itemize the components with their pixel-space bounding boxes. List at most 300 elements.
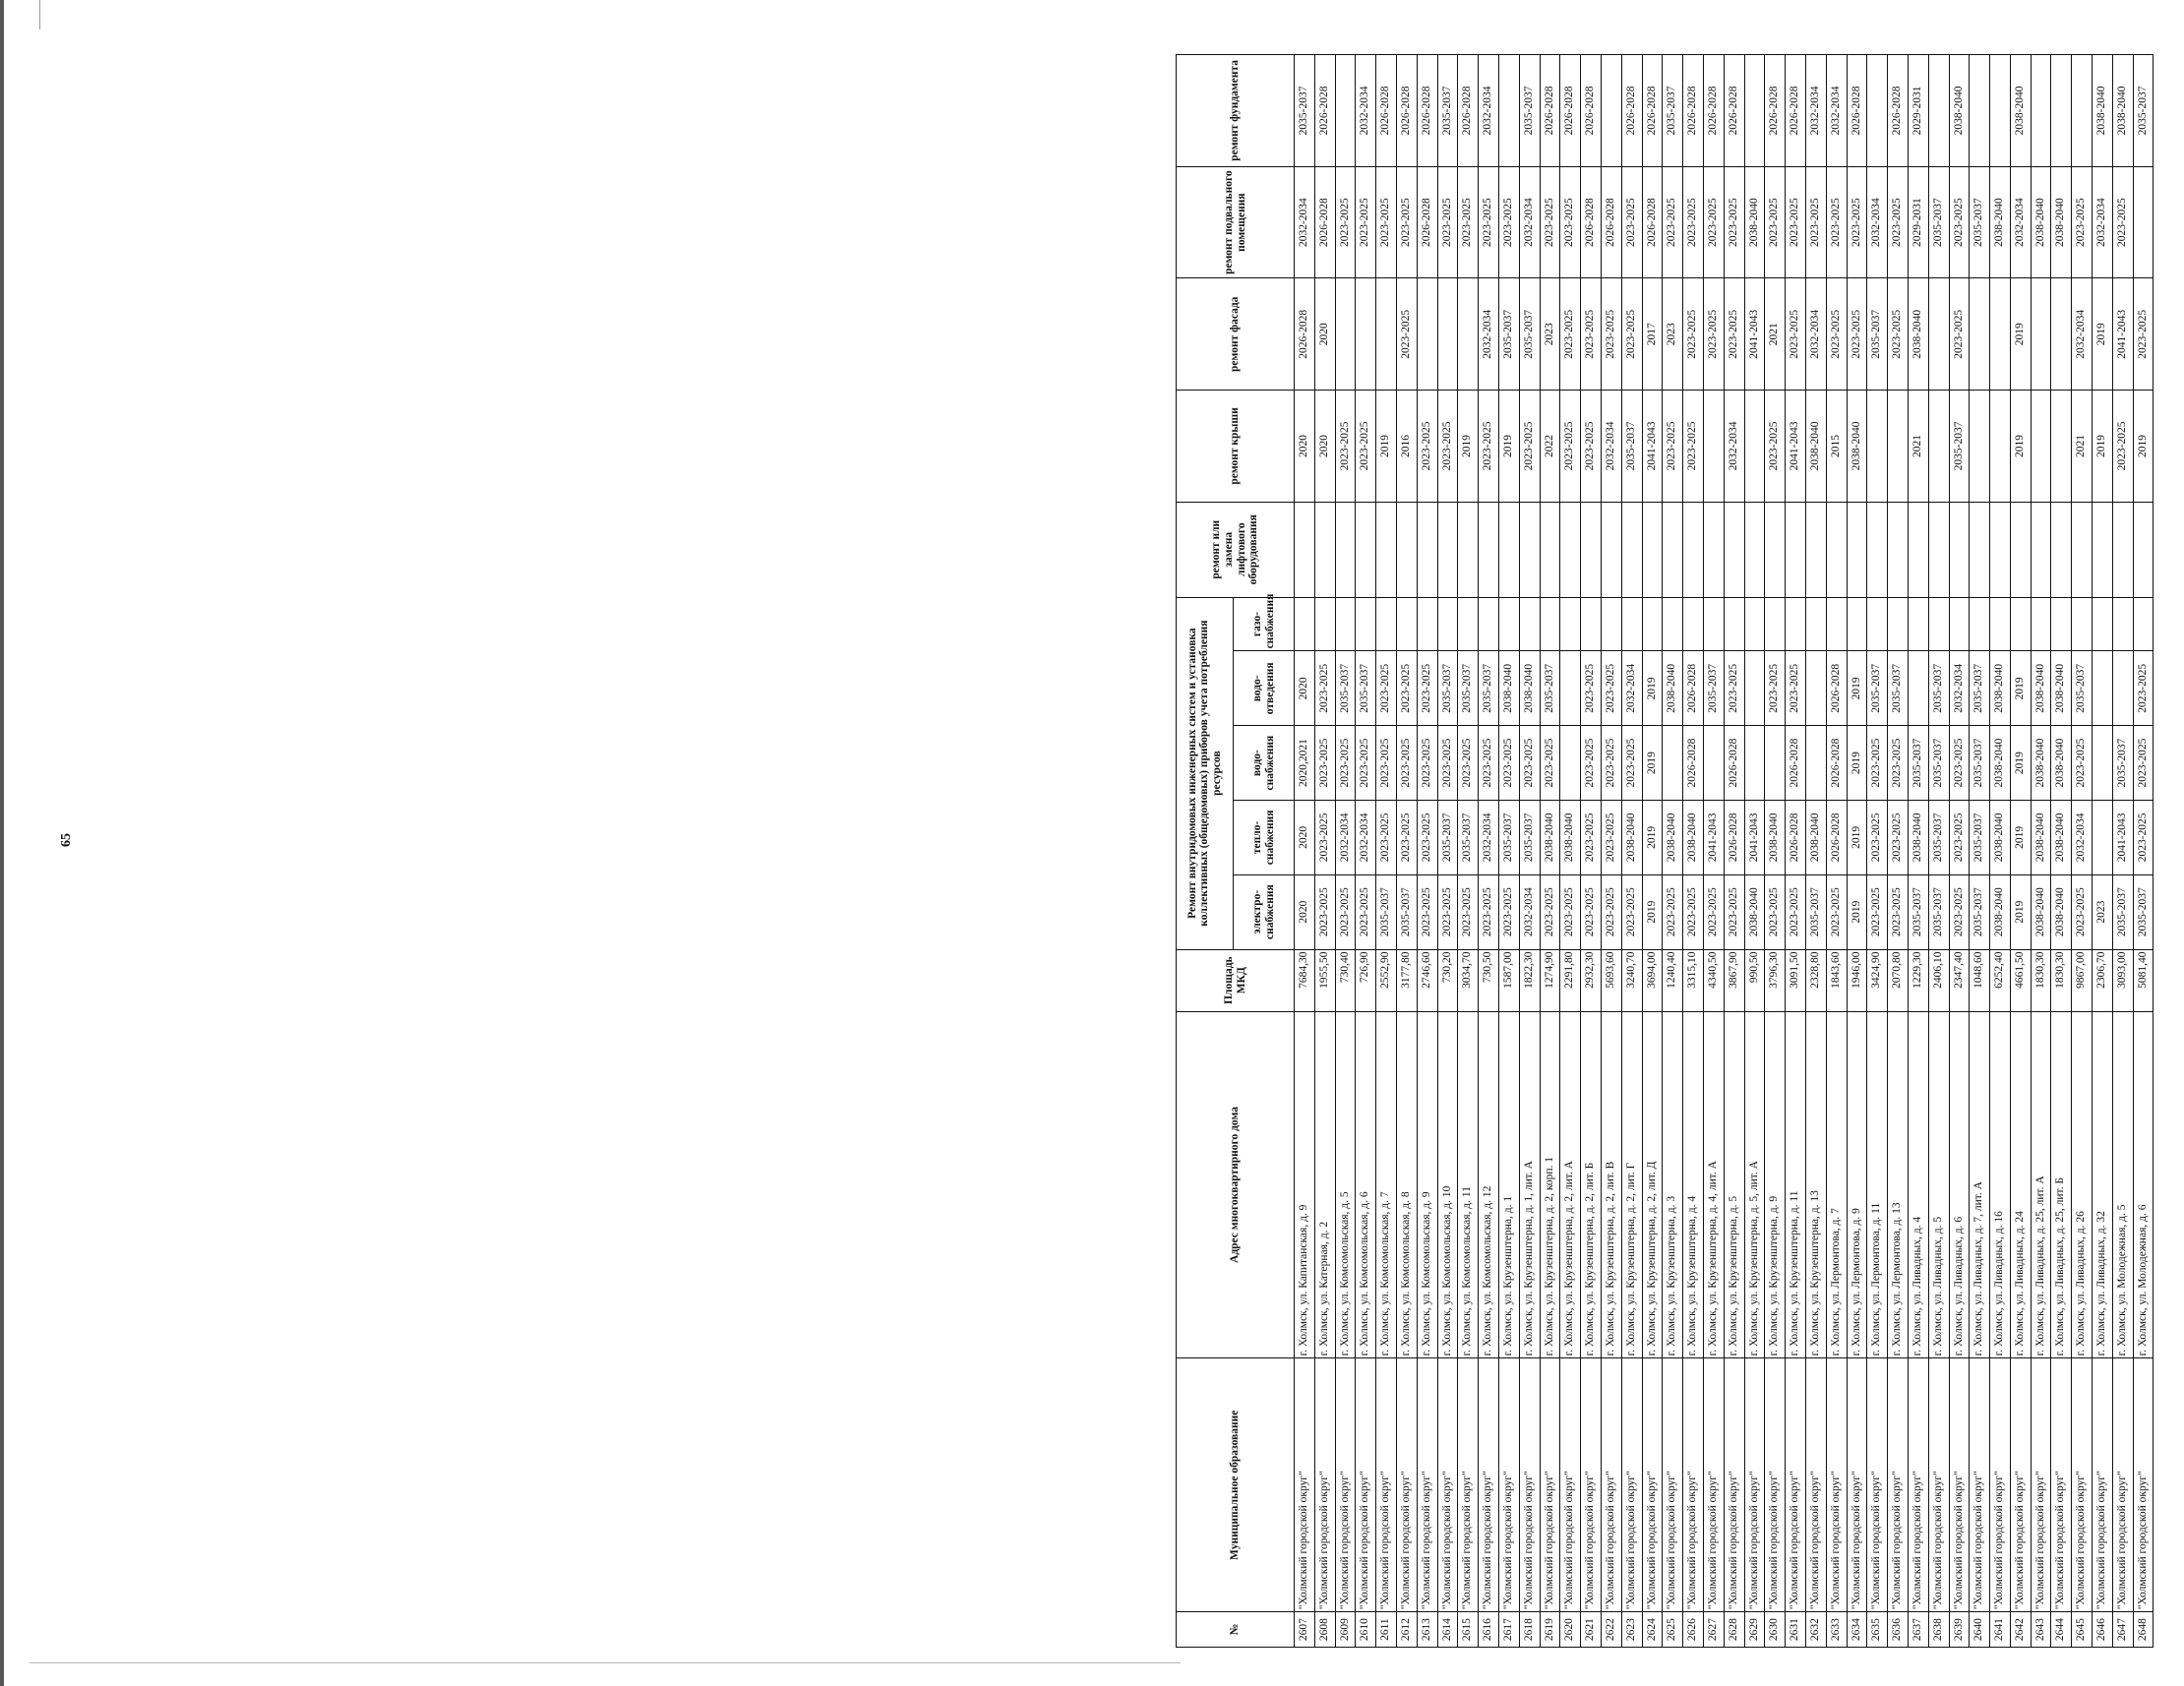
row-foundation: 2032-2034 (1356, 55, 1376, 167)
table-row (1970, 55, 1990, 1648)
table-row (2031, 55, 2051, 1648)
row-basement: 2026-2028 (1642, 166, 1663, 278)
row-electro: 2020 (1295, 874, 1315, 949)
row-roof: 2016 (1396, 391, 1417, 503)
row-drain (1908, 651, 1928, 726)
table-body (1295, 55, 2154, 1648)
row-roof: 2041-2043 (1642, 391, 1663, 503)
table-row (1581, 55, 1602, 1648)
row-facade: 2035-2037 (1498, 278, 1519, 391)
row-electro: 2023 (2093, 874, 2113, 949)
row-gas (1683, 597, 1704, 651)
row-water: 2023-2025 (1356, 726, 1376, 801)
row-area: 4661,50 (2010, 949, 2031, 1011)
row-area: 3093,00 (2112, 949, 2133, 1011)
row-municipality: "Холмский городской округ" (1601, 1358, 1621, 1612)
row-gas (1396, 597, 1417, 651)
row-area: 726,90 (1356, 949, 1376, 1011)
row-foundation: 2026-2028 (1888, 55, 1909, 167)
row-area: 2406,10 (1928, 949, 1949, 1011)
row-municipality: "Холмский городской округ" (1376, 1358, 1397, 1612)
row-number: 2633 (1826, 1612, 1847, 1648)
row-municipality: "Холмский городской округ" (1847, 1358, 1867, 1612)
row-foundation (1867, 55, 1888, 167)
row-water: 2038-2040 (2051, 726, 2072, 801)
row-basement: 2026-2028 (1314, 166, 1335, 278)
table-row (1847, 55, 1867, 1648)
row-gas (1376, 597, 1397, 651)
row-area: 2347,40 (1949, 949, 1970, 1011)
row-heat: 2023-2025 (1867, 800, 1888, 874)
row-foundation: 2038-2040 (1949, 55, 1970, 167)
header-water: водо-снабжения (1234, 726, 1295, 801)
row-number: 2623 (1621, 1612, 1642, 1648)
row-roof: 2019 (1498, 391, 1519, 503)
row-address: г. Холмск, ул. Крузенштерна, д. 13 (1805, 1011, 1826, 1358)
row-drain: 2035-2037 (1703, 651, 1724, 726)
row-area: 3177,80 (1396, 949, 1417, 1011)
row-municipality: "Холмский городской округ" (1908, 1358, 1928, 1612)
row-municipality: "Холмский городской округ" (1498, 1358, 1519, 1612)
row-heat: 2020 (1295, 800, 1315, 874)
row-facade (2031, 278, 2051, 391)
row-electro: 2035-2037 (2133, 874, 2154, 949)
row-water: 2023-2025 (1867, 726, 1888, 801)
header-heat: тепло-снабжения (1234, 800, 1295, 874)
row-number: 2640 (1970, 1612, 1990, 1648)
row-electro: 2035-2037 (1970, 874, 1990, 949)
row-facade: 2023-2025 (1621, 278, 1642, 391)
row-gas (2072, 597, 2093, 651)
row-municipality: "Холмский городской округ" (1295, 1358, 1315, 1612)
row-gas (1908, 597, 1928, 651)
table-row (1703, 55, 1724, 1648)
row-municipality: "Холмский городской округ" (1417, 1358, 1437, 1612)
row-basement: 2023-2025 (1540, 166, 1560, 278)
row-area: 3315,10 (1683, 949, 1704, 1011)
row-foundation: 2035-2037 (1437, 55, 1458, 167)
row-drain: 2023-2025 (1581, 651, 1602, 726)
table-row (2051, 55, 2072, 1648)
row-facade: 2023-2025 (1703, 278, 1724, 391)
row-basement: 2032-2034 (2010, 166, 2031, 278)
row-facade: 2023-2025 (1396, 278, 1417, 391)
row-number: 2643 (2031, 1612, 2051, 1648)
row-heat: 2038-2040 (1560, 800, 1581, 874)
row-roof: 2038-2040 (1805, 391, 1826, 503)
row-water: 2026-2028 (1826, 726, 1847, 801)
row-electro: 2032-2034 (1519, 874, 1540, 949)
row-municipality: "Холмский городской округ" (1683, 1358, 1704, 1612)
row-electro: 2035-2037 (1396, 874, 1417, 949)
row-gas (1928, 597, 1949, 651)
row-roof (1970, 391, 1990, 503)
row-gas (1601, 597, 1621, 651)
row-drain: 2023-2025 (1786, 651, 1806, 726)
row-basement: 2023-2025 (1560, 166, 1581, 278)
row-foundation: 2026-2028 (1621, 55, 1642, 167)
row-facade: 2032-2034 (1805, 278, 1826, 391)
row-foundation (1928, 55, 1949, 167)
row-roof: 2023-2025 (1437, 391, 1458, 503)
row-address: г. Холмск, ул. Ливадных, д. 25, лит. Б (2051, 1011, 2072, 1358)
row-drain: 2023-2025 (1601, 651, 1621, 726)
row-municipality: "Холмский городской округ" (1519, 1358, 1540, 1612)
row-area: 1830,30 (2031, 949, 2051, 1011)
row-roof: 2023-2025 (1581, 391, 1602, 503)
row-lift (1581, 502, 1602, 597)
row-foundation: 2026-2028 (1642, 55, 1663, 167)
header-gas: газо-снабжения (1234, 597, 1295, 651)
row-address: г. Холмск, ул. Крузенштерна, д. 2, лит. А (1560, 1011, 1581, 1358)
row-heat: 2038-2040 (1683, 800, 1704, 874)
rotated-table-container (1176, 54, 2184, 1648)
row-municipality: "Холмский городской округ" (1314, 1358, 1335, 1612)
row-gas (1990, 597, 2011, 651)
table-row (1724, 55, 1744, 1648)
row-basement: 2023-2025 (1826, 166, 1847, 278)
row-gas (2051, 597, 2072, 651)
row-electro: 2019 (1642, 874, 1663, 949)
row-number: 2642 (2010, 1612, 2031, 1648)
row-gas (2010, 597, 2031, 651)
row-municipality: "Холмский городской округ" (1888, 1358, 1909, 1612)
row-water: 2023-2025 (1437, 726, 1458, 801)
row-roof: 2022 (1540, 391, 1560, 503)
row-water: 2023-2025 (1335, 726, 1356, 801)
row-basement: 2023-2025 (1683, 166, 1704, 278)
row-address: г. Холмск, ул. Ливадных, д. 16 (1990, 1011, 2011, 1358)
row-address: г. Холмск, ул. Крузенштерна, д. 2, корп. 1 (1540, 1011, 1560, 1358)
row-foundation: 2026-2028 (1540, 55, 1560, 167)
row-foundation: 2035-2037 (1295, 55, 1315, 167)
row-municipality: "Холмский городской округ" (1621, 1358, 1642, 1612)
row-electro: 2023-2025 (1458, 874, 1479, 949)
row-roof: 2020 (1295, 391, 1315, 503)
row-lift (1888, 502, 1909, 597)
row-number: 2637 (1908, 1612, 1928, 1648)
row-foundation: 2026-2028 (1417, 55, 1437, 167)
row-heat: 2023-2025 (1949, 800, 1970, 874)
row-municipality: "Холмский городской округ" (1724, 1358, 1744, 1612)
row-drain: 2035-2037 (1540, 651, 1560, 726)
row-address: г. Холмск, ул. Крузенштерна, д. 2, лит. Г (1621, 1011, 1642, 1358)
table-row (1458, 55, 1479, 1648)
row-number: 2614 (1437, 1612, 1458, 1648)
row-number: 2609 (1335, 1612, 1356, 1648)
table-row (1786, 55, 1806, 1648)
row-gas (1356, 597, 1376, 651)
row-heat: 2035-2037 (1928, 800, 1949, 874)
row-gas (1663, 597, 1683, 651)
row-electro: 2023-2025 (1356, 874, 1376, 949)
row-electro: 2038-2040 (1990, 874, 2011, 949)
row-gas (1826, 597, 1847, 651)
row-drain: 2035-2037 (1335, 651, 1356, 726)
row-lift (1663, 502, 1683, 597)
row-roof: 2035-2037 (1621, 391, 1642, 503)
row-foundation: 2038-2040 (2093, 55, 2113, 167)
row-electro: 2023-2025 (1437, 874, 1458, 949)
row-facade: 2035-2037 (1519, 278, 1540, 391)
row-lift (1560, 502, 1581, 597)
table-row (1295, 55, 1315, 1648)
row-drain: 2023-2025 (1314, 651, 1335, 726)
row-facade: 2017 (1642, 278, 1663, 391)
row-area: 3091,50 (1786, 949, 1806, 1011)
row-area: 1587,00 (1498, 949, 1519, 1011)
row-address: г. Холмск, ул. Катерная, д. 2 (1314, 1011, 1335, 1358)
row-drain: 2035-2037 (1970, 651, 1990, 726)
scan-bottom-line (30, 1662, 1181, 1663)
row-address: г. Холмск, ул. Крузенштерна, д. 5, лит. А (1744, 1011, 1765, 1358)
row-foundation: 2026-2028 (1683, 55, 1704, 167)
row-lift (1356, 502, 1376, 597)
row-roof: 2038-2040 (1847, 391, 1867, 503)
row-heat: 2019 (1847, 800, 1867, 874)
row-foundation (1601, 55, 1621, 167)
row-area: 1048,60 (1970, 949, 1990, 1011)
row-water: 2023-2025 (1540, 726, 1560, 801)
row-facade: 2041-2043 (2112, 278, 2133, 391)
row-facade: 2023-2025 (1724, 278, 1744, 391)
row-gas (1847, 597, 1867, 651)
row-foundation: 2032-2034 (1826, 55, 1847, 167)
row-address: г. Холмск, ул. Комсомольская, д. 10 (1437, 1011, 1458, 1358)
row-heat: 2041-2043 (1703, 800, 1724, 874)
row-foundation: 2032-2034 (1479, 55, 1499, 167)
row-gas (1621, 597, 1642, 651)
row-water: 2023-2025 (1888, 726, 1909, 801)
row-heat: 2038-2040 (1765, 800, 1786, 874)
row-heat: 2023-2025 (1417, 800, 1437, 874)
row-water (1744, 726, 1765, 801)
row-water: 2035-2037 (1928, 726, 1949, 801)
row-municipality: "Холмский городской округ" (2072, 1358, 2093, 1612)
row-basement: 2026-2028 (1581, 166, 1602, 278)
row-number: 2645 (2072, 1612, 2093, 1648)
row-drain: 2038-2040 (1990, 651, 2011, 726)
row-area: 1946,00 (1847, 949, 1867, 1011)
row-gas (1335, 597, 1356, 651)
row-basement: 2035-2037 (1928, 166, 1949, 278)
row-number: 2641 (1990, 1612, 2011, 1648)
row-basement: 2023-2025 (1703, 166, 1724, 278)
row-drain (2112, 651, 2133, 726)
row-drain: 2038-2040 (1498, 651, 1519, 726)
row-facade: 2023-2025 (1601, 278, 1621, 391)
table-row (1663, 55, 1683, 1648)
row-electro: 2035-2037 (1805, 874, 1826, 949)
row-heat: 2035-2037 (1498, 800, 1519, 874)
row-foundation: 2026-2028 (1458, 55, 1479, 167)
row-lift (1744, 502, 1765, 597)
row-number: 2636 (1888, 1612, 1909, 1648)
row-lift (1683, 502, 1704, 597)
header-num: № (1177, 1612, 1295, 1648)
row-lift (1335, 502, 1356, 597)
row-area: 730,40 (1335, 949, 1356, 1011)
row-roof: 2019 (2133, 391, 2154, 503)
row-number: 2607 (1295, 1612, 1315, 1648)
row-municipality: "Холмский городской округ" (1928, 1358, 1949, 1612)
row-foundation: 2026-2028 (1724, 55, 1744, 167)
row-lift (1970, 502, 1990, 597)
row-number: 2638 (1928, 1612, 1949, 1648)
header-area: Площадь МКД (1177, 949, 1295, 1011)
row-drain (2093, 651, 2113, 726)
row-address: г. Холмск, ул. Комсомольская, д. 12 (1479, 1011, 1499, 1358)
table-row (1826, 55, 1847, 1648)
table-row (1765, 55, 1786, 1648)
row-foundation (2072, 55, 2093, 167)
row-area: 3867,90 (1724, 949, 1744, 1011)
row-basement (2133, 166, 2154, 278)
table-row (1498, 55, 1519, 1648)
row-municipality: "Холмский городской округ" (1540, 1358, 1560, 1612)
row-electro: 2035-2037 (1376, 874, 1397, 949)
row-basement: 2023-2025 (1458, 166, 1479, 278)
row-address: г. Холмск, ул. Комсомольская, д. 6 (1356, 1011, 1376, 1358)
row-gas (1581, 597, 1602, 651)
row-number: 2621 (1581, 1612, 1602, 1648)
row-number: 2616 (1479, 1612, 1499, 1648)
row-lift (1314, 502, 1335, 597)
row-heat: 2038-2040 (1805, 800, 1826, 874)
row-foundation (1498, 55, 1519, 167)
row-electro: 2023-2025 (1949, 874, 1970, 949)
row-foundation (1744, 55, 1765, 167)
row-lift (1765, 502, 1786, 597)
row-electro: 2038-2040 (2051, 874, 2072, 949)
row-drain: 2019 (1642, 651, 1663, 726)
table-row (1396, 55, 1417, 1648)
row-electro: 2019 (2010, 874, 2031, 949)
row-gas (1765, 597, 1786, 651)
row-area: 1830,30 (2051, 949, 2072, 1011)
row-roof (1888, 391, 1909, 503)
row-gas (1744, 597, 1765, 651)
row-facade (2051, 278, 2072, 391)
row-address: г. Холмск, ул. Крузенштерна, д. 1 (1498, 1011, 1519, 1358)
row-gas (1703, 597, 1724, 651)
row-heat: 2038-2040 (2051, 800, 2072, 874)
row-heat: 2035-2037 (1458, 800, 1479, 874)
row-water: 2035-2037 (1970, 726, 1990, 801)
row-gas (1724, 597, 1744, 651)
row-area: 2328,80 (1805, 949, 1826, 1011)
table-row (1479, 55, 1499, 1648)
table-row (1601, 55, 1621, 1648)
row-number: 2627 (1703, 1612, 1724, 1648)
row-electro: 2023-2025 (1581, 874, 1602, 949)
row-facade: 2023-2025 (1949, 278, 1970, 391)
repair-schedule-table (1176, 54, 2154, 1648)
row-facade: 2032-2034 (1479, 278, 1499, 391)
row-gas (2031, 597, 2051, 651)
page-number: 65 (59, 833, 74, 847)
row-address: г. Холмск, ул. Лермонтова, д. 13 (1888, 1011, 1909, 1358)
row-roof (1990, 391, 2011, 503)
row-number: 2611 (1376, 1612, 1397, 1648)
row-lift (2010, 502, 2031, 597)
row-basement: 2023-2025 (2072, 166, 2093, 278)
row-lift (1417, 502, 1437, 597)
row-basement: 2035-2037 (1970, 166, 1990, 278)
row-basement: 2023-2025 (1786, 166, 1806, 278)
table-row (1376, 55, 1397, 1648)
row-number: 2622 (1601, 1612, 1621, 1648)
row-roof (2051, 391, 2072, 503)
row-water: 2038-2040 (1990, 726, 2011, 801)
row-number: 2635 (1867, 1612, 1888, 1648)
row-drain: 2032-2034 (1621, 651, 1642, 726)
row-gas (1642, 597, 1663, 651)
row-lift (1826, 502, 1847, 597)
row-heat: 2035-2037 (1437, 800, 1458, 874)
row-heat: 2041-2043 (2112, 800, 2133, 874)
row-drain: 2035-2037 (1437, 651, 1458, 726)
row-address: г. Холмск, ул. Ливадных, д. 5 (1928, 1011, 1949, 1358)
row-roof: 2021 (1908, 391, 1928, 503)
row-gas (1540, 597, 1560, 651)
row-basement: 2023-2025 (1724, 166, 1744, 278)
row-drain: 2038-2040 (2051, 651, 2072, 726)
row-roof: 2023-2025 (1765, 391, 1786, 503)
row-number: 2615 (1458, 1612, 1479, 1648)
row-number: 2630 (1765, 1612, 1786, 1648)
row-heat (2093, 800, 2113, 874)
row-basement: 2032-2034 (1519, 166, 1540, 278)
row-water: 2019 (2010, 726, 2031, 801)
row-address: г. Холмск, ул. Молодежная, д. 5 (2112, 1011, 2133, 1358)
row-water: 2019 (1847, 726, 1867, 801)
row-water (1805, 726, 1826, 801)
row-municipality: "Холмский городской округ" (1335, 1358, 1356, 1612)
row-electro: 2023-2025 (1621, 874, 1642, 949)
row-roof: 2023-2025 (1417, 391, 1437, 503)
row-municipality: "Холмский городской округ" (1765, 1358, 1786, 1612)
row-electro: 2023-2025 (2072, 874, 2093, 949)
row-water: 2026-2028 (1786, 726, 1806, 801)
row-basement: 2023-2025 (1847, 166, 1867, 278)
row-electro: 2023-2025 (1540, 874, 1560, 949)
row-roof: 2023-2025 (1335, 391, 1356, 503)
row-drain: 2035-2037 (2072, 651, 2093, 726)
row-water: 2026-2028 (1724, 726, 1744, 801)
row-number: 2625 (1663, 1612, 1683, 1648)
row-number: 2617 (1498, 1612, 1519, 1648)
row-number: 2612 (1396, 1612, 1417, 1648)
row-lift (1601, 502, 1621, 597)
row-gas (2093, 597, 2113, 651)
row-heat: 2023-2025 (2133, 800, 2154, 874)
row-water: 2019 (1642, 726, 1663, 801)
row-gas (1519, 597, 1540, 651)
row-address: г. Холмск, ул. Ливадных, д. 24 (2010, 1011, 2031, 1358)
row-area: 2306,70 (2093, 949, 2113, 1011)
table-row (1683, 55, 1704, 1648)
row-electro: 2023-2025 (1786, 874, 1806, 949)
row-facade: 2023-2025 (1888, 278, 1909, 391)
row-basement: 2023-2025 (1498, 166, 1519, 278)
row-heat: 2023-2025 (1314, 800, 1335, 874)
row-heat: 2026-2028 (1786, 800, 1806, 874)
row-gas (1314, 597, 1335, 651)
row-water: 2023-2025 (1601, 726, 1621, 801)
row-address: г. Холмск, ул. Комсомольская, д. 8 (1396, 1011, 1417, 1358)
row-basement: 2038-2040 (2051, 166, 2072, 278)
